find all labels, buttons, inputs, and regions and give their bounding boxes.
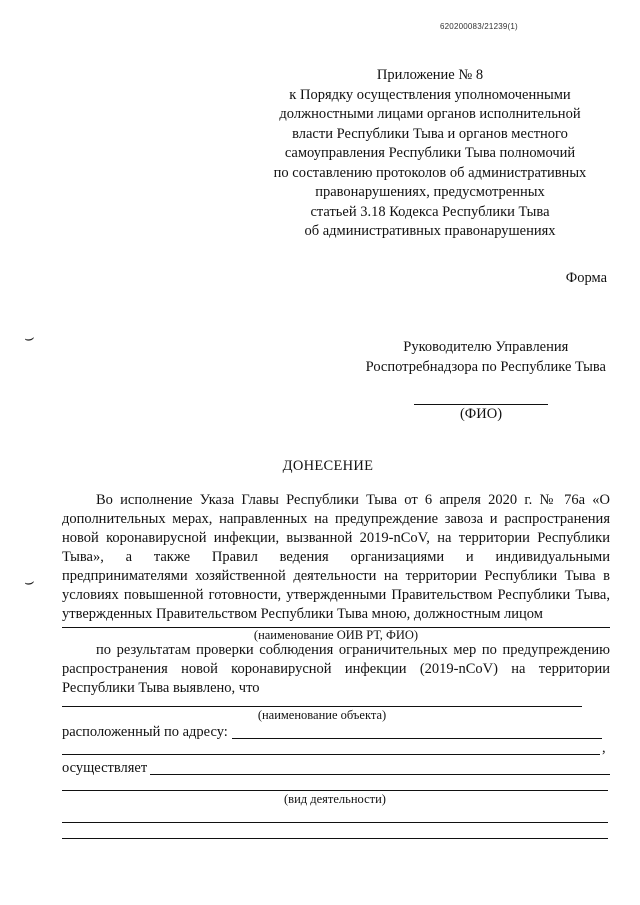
- blank-field-line[interactable]: [62, 822, 608, 823]
- object-caption: (наименование объекта): [257, 708, 387, 722]
- appendix-line: Приложение № 8: [376, 67, 484, 83]
- appendix-header: [250, 66, 610, 242]
- document-title: ДОНЕСЕНИЕ: [282, 458, 374, 474]
- address-label: расположенный по адресу:: [62, 724, 228, 740]
- address-field-line-2[interactable]: [62, 754, 600, 755]
- activity-label: осуществляет: [62, 760, 148, 776]
- activity-field-line-2[interactable]: [62, 790, 608, 791]
- results-paragraph: по результатам проверки соблюдения ограничительных мер по предупреждению распространения новой коронавирусной инфекции (2019-nCoV) на территории Республики Тыва выявлено, что: [62, 642, 610, 696]
- body-paragraph: Во исполнение Указа Главы Республики Тыва от 6 апреля 2020 г. № 76а «О дополнительных мерах, направленных на предупреждение завоза и распространения новой коронавирусной инфекции, вызванной 2019-nCoV, на территории Республики Тыва», а также Правил ведения организациями и индивидуальными предпринимателями хозяйственной деятельности на территории Республики Тыва в условиях повышенной готовности, утвержденными Правительством Республики Тыва, утвержденных Правительством Республики Тыва мною, должностным лицом: [62, 492, 610, 622]
- document-id: 620200083/21239(1): [440, 22, 518, 31]
- recipient-line: Руководителю Управления: [403, 339, 569, 355]
- activity-caption: (вид деятельности): [284, 792, 386, 806]
- fio-caption: (ФИО): [459, 406, 503, 422]
- appendix-line: власти Республики Тыва и органов местного: [292, 125, 568, 142]
- margin-mark-icon: ⌣: [22, 327, 37, 348]
- blank-field-line[interactable]: [62, 838, 608, 839]
- appendix-line: статьей 3.18 Кодекса Республики Тыва: [310, 203, 550, 220]
- recipient-line: Роспотребнадзора по Республике Тыва: [365, 359, 606, 375]
- appendix-line: должностными лицами органов исполнительной: [279, 106, 581, 122]
- appendix-line: самоуправления Республики Тыва полномочий: [284, 145, 576, 161]
- address-comma: ,: [602, 740, 606, 756]
- appendix-line: правонарушениях, предусмотренных: [315, 184, 545, 200]
- appendix-line: к Порядку осуществления уполномоченными: [289, 86, 571, 103]
- appendix-line: по составлению протоколов об административных: [273, 164, 587, 181]
- appendix-line: об административных правонарушениях: [304, 223, 556, 239]
- margin-mark-icon: ⌣: [22, 571, 37, 592]
- object-field-line[interactable]: [62, 706, 582, 707]
- oiv-caption: (наименование ОИВ РТ, ФИО): [253, 628, 419, 642]
- fio-field-line[interactable]: [414, 404, 548, 405]
- address-field-line[interactable]: [232, 738, 602, 739]
- form-label: Форма: [565, 270, 607, 286]
- recipient-block: [366, 337, 606, 377]
- activity-field-line[interactable]: [150, 774, 610, 775]
